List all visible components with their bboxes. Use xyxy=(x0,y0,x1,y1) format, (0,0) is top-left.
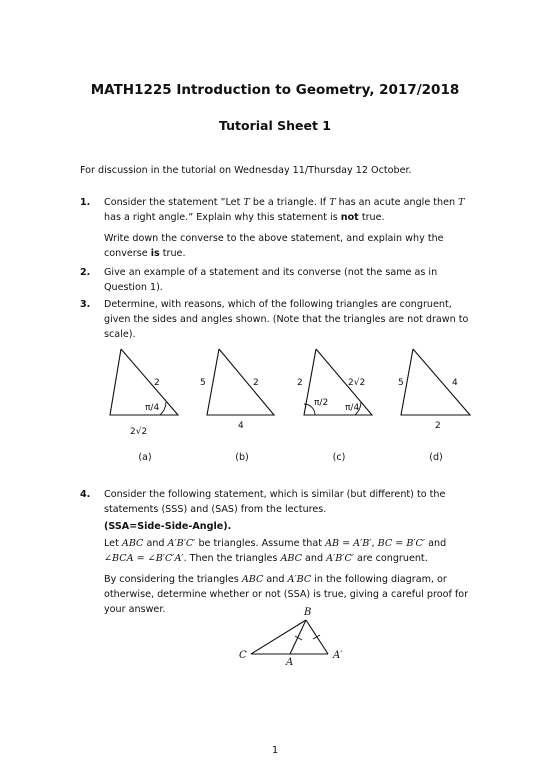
triangle-d-left-label: 5 xyxy=(398,378,404,388)
triangle-b-base-label: 4 xyxy=(238,421,244,431)
triangle-d-right-label: 4 xyxy=(452,378,458,388)
question-4-task: By considering the triangles ABC and A′BC in the following diagram, or otherwise, determine whether or not (SSA) is true, giving a careful proof for your answer. xyxy=(104,574,469,615)
intro-text: For discussion in the tutorial on Wednesday 11/Thursday 12 October. xyxy=(80,165,412,176)
triangle-c-caption: (c) xyxy=(332,452,346,463)
vertex-b-label: B xyxy=(304,607,312,618)
triangle-d-caption: (d) xyxy=(429,452,443,463)
page-subtitle: Tutorial Sheet 1 xyxy=(218,118,332,133)
triangle-c-right-angle-label: π/2 xyxy=(314,398,329,408)
question-4-intro: Consider the following statement, which is similar (but different) to the statements (SSS) and (SAS) from the lectures. xyxy=(104,489,446,515)
triangle-a-base-label: 2√2 xyxy=(130,427,148,437)
question-number: 3. xyxy=(80,299,91,310)
triangle-b-caption: (b) xyxy=(235,452,249,463)
triangle-c-right-label: 2√2 xyxy=(348,378,366,388)
triangle-b-right-label: 2 xyxy=(253,378,259,388)
question-1-converse: Write down the converse to the above statement, and explain why the converse is true. xyxy=(104,233,444,259)
triangle-c-left-label: 2 xyxy=(297,378,303,388)
triangle-b-left-label: 5 xyxy=(200,378,206,388)
vertex-c-label: C xyxy=(239,650,247,661)
question-4-heading: (SSA=Side-Side-Angle). xyxy=(104,521,232,532)
triangle-a-angle-label: π/4 xyxy=(145,403,160,413)
triangle-a-side-label: 2 xyxy=(154,378,160,388)
triangle-a-caption: (a) xyxy=(138,452,152,463)
triangle-c-angle-label: π/4 xyxy=(345,403,360,413)
question-2-text: Give an example of a statement and its converse (not the same as in Question 1). xyxy=(104,267,438,293)
page-title: MATH1225 Introduction to Geometry, 2017/2018 xyxy=(90,82,460,98)
page-number: 1 xyxy=(271,745,279,756)
question-number: 2. xyxy=(80,267,91,278)
triangle-d-base-label: 2 xyxy=(435,421,441,431)
question-3-text: Determine, with reasons, which of the following triangles are congruent, given the sides and angles shown. (Note that the triangles are not drawn to scale). xyxy=(104,299,469,340)
question-number: 4. xyxy=(80,489,91,500)
vertex-a-prime-label: A′ xyxy=(333,650,343,661)
vertex-a-label: A xyxy=(286,657,294,668)
question-1-statement: Consider the statement ”Let T be a triangle. If T has an acute angle then T has a right angle.” Explain why this statement is not true. xyxy=(104,197,465,223)
question-4-statement: Let ABC and A′B′C′ be triangles. Assume that AB = A′B′, BC = B′C′ and ∠BCA = ∠B′C′A′. Then the triangles ABC and A′B′C′ are congruent. xyxy=(104,538,447,564)
question-number: 1. xyxy=(80,197,91,208)
